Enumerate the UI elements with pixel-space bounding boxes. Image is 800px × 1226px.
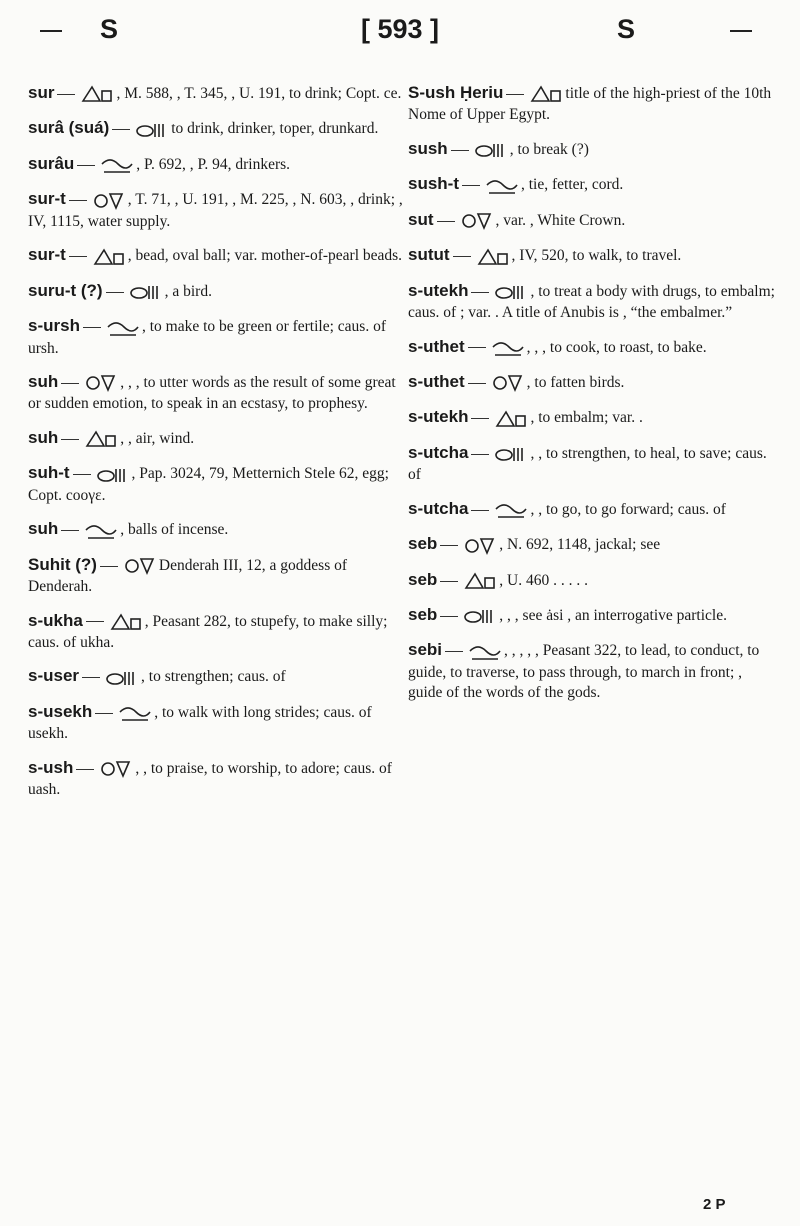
entry-definition: , to break (?)	[509, 140, 589, 158]
hieroglyph-icon	[460, 210, 494, 232]
dictionary-entry	[408, 244, 780, 267]
entry-headword: suh	[28, 519, 59, 539]
hieroglyph-icon	[123, 555, 157, 577]
dictionary-entry	[28, 610, 408, 654]
entry-dash	[471, 292, 489, 293]
entry-definition: , var. , White Crown.	[495, 211, 626, 229]
hieroglyph-icon	[106, 317, 140, 339]
entry-definition: , IV, 520, to walk, to travel.	[511, 247, 682, 265]
hieroglyph-icon	[494, 408, 528, 430]
left-column	[28, 82, 408, 813]
entry-headword: s-uthet	[408, 371, 465, 391]
entry-headword: s-ursh	[28, 316, 80, 336]
dictionary-entry	[28, 518, 408, 541]
entry-dash	[440, 616, 458, 617]
dictionary-entry	[28, 315, 408, 359]
entry-dash	[83, 327, 101, 328]
entry-definition: , , to go, to go forward; caus. of	[530, 500, 726, 518]
entry-definition: , , , see ȧsi , an interrogative particle.	[499, 607, 727, 625]
hieroglyph-icon	[118, 702, 152, 724]
entry-headword: s-usekh	[28, 701, 93, 721]
entry-definition: , tie, fetter, cord.	[521, 176, 624, 194]
entry-dash	[69, 256, 87, 257]
entry-headword: S-ush Ḥeriu	[408, 83, 504, 102]
entry-dash	[440, 581, 458, 582]
hieroglyph-icon	[129, 281, 163, 303]
signature-mark: 2 P	[703, 1196, 726, 1213]
hieroglyph-icon	[468, 641, 502, 663]
entry-definition: , , to strengthen, to heal, to save; caus. of	[408, 444, 767, 484]
dictionary-entry	[28, 280, 408, 303]
dictionary-entry	[28, 117, 408, 140]
hieroglyph-icon	[92, 246, 126, 268]
dictionary-entry	[408, 82, 780, 126]
entry-dash	[462, 185, 480, 186]
header-dash	[730, 30, 752, 32]
entry-headword: s-utekh	[408, 280, 469, 300]
hieroglyph-icon	[463, 605, 497, 627]
dictionary-entry	[408, 336, 780, 359]
entry-headword: seb	[408, 534, 438, 554]
entry-headword: surâu	[28, 153, 75, 173]
dictionary-entry	[28, 554, 408, 598]
entry-definition: , to make to be green or fertile; caus. of ursh.	[28, 318, 386, 357]
entry-dash	[61, 439, 79, 440]
entry-definition: , , to praise, to worship, to adore; caus. of uash.	[28, 759, 392, 799]
entry-headword: sush-t	[408, 174, 459, 194]
entry-definition: , M. 588, , T. 345, , U. 191, to drink; Copt. ce.	[116, 85, 402, 102]
dictionary-entry	[28, 371, 408, 415]
hieroglyph-icon	[491, 337, 525, 359]
hieroglyph-icon	[135, 119, 169, 141]
entry-dash	[451, 150, 469, 151]
dictionary-entry	[408, 280, 780, 324]
entry-headword: Suhit (?)	[28, 554, 97, 574]
dictionary-entry	[408, 138, 780, 161]
entry-definition: , Peasant 282, to stupefy, to make silly; caus. of ukha.	[28, 612, 388, 651]
dictionary-entry	[28, 462, 408, 506]
dictionary-entry	[408, 209, 780, 232]
page-header	[0, 14, 800, 54]
entry-headword: sebi	[408, 640, 443, 660]
dictionary-entry	[408, 639, 780, 703]
hieroglyph-icon	[84, 372, 118, 394]
hieroglyph-icon	[84, 520, 118, 542]
entry-headword: suh	[28, 371, 59, 391]
entry-definition: , Pap. 3024, 79, Metternich Stele 62, egg; Copt. cooγɛ.	[28, 465, 389, 504]
entry-dash	[69, 200, 87, 201]
entry-definition: , P. 692, , P. 94, drinkers.	[136, 155, 291, 173]
entry-headword: seb	[408, 605, 438, 625]
dictionary-entry	[408, 498, 780, 521]
entry-headword: sur-t	[28, 245, 66, 265]
entry-headword: surâ (suá)	[28, 118, 110, 138]
header-left-letter: S	[100, 14, 119, 44]
entry-definition: , to embalm; var. .	[530, 409, 643, 427]
entry-dash	[468, 383, 486, 384]
hieroglyph-icon	[84, 428, 118, 450]
entry-definition: , N. 692, 1148, jackal; see	[499, 536, 661, 554]
dictionary-entry	[28, 82, 408, 105]
hieroglyph-icon	[96, 464, 130, 486]
entry-headword: suru-t (?)	[28, 280, 103, 300]
entry-headword: s-utcha	[408, 498, 469, 518]
entry-definition: , , , , , Peasant 322, to lead, to conduct, to guide, to traverse, to pass through, to march in front; , guide of the words of the gods.	[408, 642, 760, 702]
entry-dash	[471, 454, 489, 455]
entry-headword: suh-t	[28, 463, 70, 483]
dictionary-entry	[28, 757, 408, 801]
hieroglyph-icon	[80, 83, 114, 105]
hieroglyph-icon	[463, 535, 497, 557]
entry-headword: sur-t	[28, 189, 66, 209]
dictionary-entry	[408, 442, 780, 486]
entry-headword: suh	[28, 427, 59, 447]
entry-dash	[445, 651, 463, 652]
entry-definition: , to walk with long strides; caus. of usekh.	[28, 703, 372, 743]
entry-headword: s-ush	[28, 757, 74, 777]
entry-headword: sutut	[408, 245, 450, 265]
header-right-letter: S	[617, 14, 636, 44]
entry-dash	[61, 530, 79, 531]
entry-headword: sush	[408, 138, 448, 158]
entry-dash	[440, 545, 458, 546]
entry-definition: title of the high-priest of the 10th Nome of Upper Egypt.	[408, 85, 772, 124]
dictionary-entry	[28, 665, 408, 688]
entry-definition: , T. 71, , U. 191, , M. 225, , N. 603, , drink; , IV, 1115, water supply.	[28, 191, 403, 230]
entry-definition: , to treat a body with drugs, to embalm; caus. of ; var. . A title of Anubis is , “the embalmer.”	[408, 282, 775, 322]
entry-headword: s-utcha	[408, 442, 469, 462]
hieroglyph-icon	[474, 139, 508, 161]
entry-definition: , bead, oval ball; var. mother-of-pearl beads.	[127, 247, 403, 265]
entry-headword: sut	[408, 209, 434, 229]
entry-definition: Denderah III, 12, a goddess of Denderah.	[28, 556, 348, 596]
entry-dash	[453, 256, 471, 257]
entry-headword: s-user	[28, 666, 80, 686]
hieroglyph-icon	[494, 499, 528, 521]
hieroglyph-icon	[485, 175, 519, 197]
hieroglyph-icon	[494, 281, 528, 303]
entry-dash	[82, 677, 100, 678]
hieroglyph-icon	[491, 372, 525, 394]
entry-headword: s-ukha	[28, 610, 83, 630]
entry-dash	[112, 129, 130, 130]
entry-definition: , , , to cook, to roast, to bake.	[526, 338, 707, 356]
entry-definition: , U. 460 . . . . .	[499, 571, 588, 589]
hieroglyph-icon	[476, 246, 510, 268]
dictionary-entry	[28, 244, 408, 267]
hieroglyph-icon	[494, 443, 528, 465]
entry-dash	[95, 713, 113, 714]
entry-headword: s-uthet	[408, 336, 465, 356]
entry-definition: to drink, drinker, toper, drunkard.	[171, 120, 379, 138]
dictionary-entry	[408, 406, 780, 429]
entry-dash	[437, 221, 455, 222]
entry-dash	[506, 94, 524, 95]
page-number: [ 593 ]	[360, 14, 440, 44]
dictionary-entry	[408, 371, 780, 394]
dictionary-entry	[408, 533, 780, 556]
entry-definition: , , , to utter words as the result of some great or sudden emotion, to speak in an ecstasy, to prophesy.	[28, 373, 396, 413]
entry-dash	[106, 292, 124, 293]
header-dash	[40, 30, 62, 32]
hieroglyph-icon	[109, 611, 143, 633]
entry-definition: , , air, wind.	[120, 429, 195, 447]
entry-headword: s-utekh	[408, 407, 469, 427]
dictionary-entry	[28, 153, 408, 176]
right-column	[408, 82, 780, 716]
dictionary-entry	[28, 701, 408, 745]
hieroglyph-icon	[463, 570, 497, 592]
hieroglyph-icon	[100, 154, 134, 176]
hieroglyph-icon	[105, 667, 139, 689]
hieroglyph-icon	[99, 758, 133, 780]
entry-definition: , to fatten birds.	[526, 373, 625, 391]
entry-dash	[100, 566, 118, 567]
entry-definition: , balls of incense.	[120, 521, 229, 539]
entry-dash	[468, 347, 486, 348]
entry-dash	[471, 418, 489, 419]
entry-headword: sur	[28, 83, 55, 102]
entry-definition: , to strengthen; caus. of	[141, 668, 286, 686]
dictionary-entry	[28, 188, 408, 232]
hieroglyph-icon	[529, 83, 563, 105]
entry-dash	[77, 165, 95, 166]
entry-dash	[76, 769, 94, 770]
entry-dash	[73, 474, 91, 475]
entry-headword: seb	[408, 569, 438, 589]
entry-dash	[57, 94, 75, 95]
hieroglyph-icon	[92, 190, 126, 212]
dictionary-entry	[408, 604, 780, 627]
entry-dash	[86, 621, 104, 622]
dictionary-entry	[408, 569, 780, 592]
entry-definition: , a bird.	[164, 282, 212, 300]
dictionary-entry	[28, 427, 408, 450]
entry-dash	[61, 383, 79, 384]
dictionary-entry	[408, 173, 780, 196]
entry-dash	[471, 510, 489, 511]
